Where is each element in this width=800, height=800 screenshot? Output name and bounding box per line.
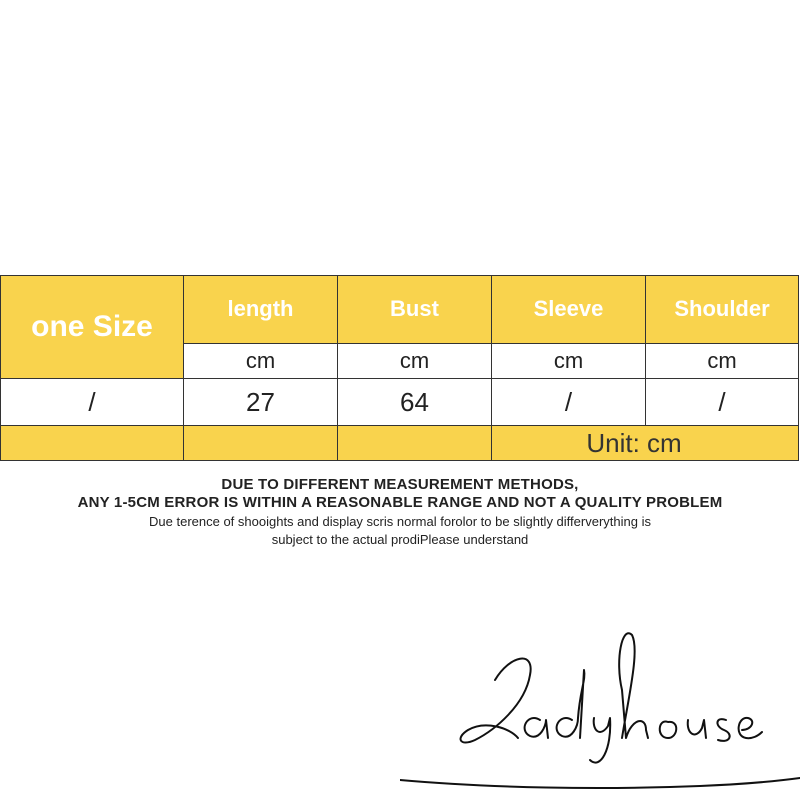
size-chart-table [0, 275, 799, 461]
column-header-sleeve: Sleeve [492, 276, 646, 344]
disclaimer-heading: DUE TO DIFFERENT MEASUREMENT METHODS, [221, 476, 579, 493]
unit-bust: cm [338, 343, 492, 378]
unit-sleeve: cm [492, 343, 646, 378]
value-bust: 64 [338, 379, 492, 426]
disclaimer-text: Due terence of shooights and display scris normal forolor to be slightly differverything is [149, 514, 651, 529]
unit-note: Unit: cm [492, 426, 799, 461]
disclaimer-text-continued: subject to the actual prodiPlease understand [271, 532, 529, 547]
column-header-length: length [184, 276, 338, 344]
size-title: one Size [1, 276, 184, 379]
column-header-shoulder: Shoulder [646, 276, 799, 344]
disclaimer-subheading: ANY 1-5CM ERROR IS WITHIN A REASONABLE RANGE AND NOT A QUALITY PROBLEM [77, 494, 723, 511]
footer-cell [1, 426, 184, 461]
unit-shoulder: cm [646, 343, 799, 378]
row-size: / [1, 379, 184, 426]
value-shoulder: / [646, 379, 799, 426]
footer-cell [184, 426, 338, 461]
value-sleeve: / [492, 379, 646, 426]
value-length: 27 [184, 379, 338, 426]
column-header-bust: Bust [338, 276, 492, 344]
ladyhouse-signature-logo [400, 620, 800, 800]
unit-length: cm [184, 343, 338, 378]
footer-cell [338, 426, 492, 461]
